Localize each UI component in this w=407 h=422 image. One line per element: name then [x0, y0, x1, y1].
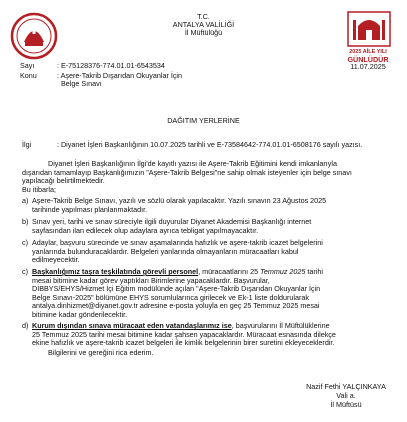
item-b-line1: Sınav yeri, tarihi ve sınav süreciyle ilgili duyurular Diyanet Akademisi Başkanlığı internet [32, 217, 312, 226]
signature-name: Nazif Fethi YALÇINKAYA [306, 382, 386, 391]
diyanet-logo [10, 12, 58, 60]
bu-itibarla: Bu itibarla; [22, 185, 56, 194]
item-c2-line1-rest: , müracaatlarını 25 [198, 267, 259, 276]
item-c-line1: Adaylar, başvuru sürecinde ve sınav aşamalarında hafızlık ve aşere-takrib icazet belgelerini [32, 238, 323, 247]
intro-line-2: dışarıdan tamamlayıp Başkanlığımızın "Aşere-Takrib Belgesi"ne sahip olmak isteyenler için belge sınavı [22, 167, 352, 177]
item-d-line3: ekine hafızlık ve aşere-takrib icazet belgeleri ile kimlik belgelerinin birer suretini ekleyeceklerdir. [32, 338, 335, 347]
closing-text: Bilgilerini ve gereğini rica ederim. [48, 348, 154, 357]
item-c2-line4: Belge Sınavı-2025" bölümüne EHYS sorumlularınca girilecek ve Ek-1 liste doldurularak [32, 292, 310, 302]
item-d-bold: Kurum dışından sınava müracaat eden vatandaşlarımız ise [32, 321, 232, 330]
item-c2-marker: c) [22, 267, 28, 276]
signature-office: İl Müftüsü [330, 400, 362, 409]
item-c-marker: c) [22, 238, 28, 247]
konu-line1: : Aşere-Takrib Dışarıdan Okuyanlar İçin [57, 71, 183, 80]
item-d-marker: d) [22, 321, 29, 330]
item-c-line2: yanlarında bulunduracaklardır. Belgeleri yanlarında olmayanların müracaatları kabul [32, 246, 299, 256]
item-a-marker: a) [22, 196, 29, 205]
intro-line-3: yapılacağı belirtilmektedir. [22, 176, 105, 185]
item-b-marker: b) [22, 217, 29, 226]
item-c2-line5: antalya.dinhizmet@diyanet.gov.tr adresine e-posta yoluyla en geç 25 Temmuz 2025 mesai [32, 301, 320, 310]
sayi-label: Sayı [20, 61, 35, 70]
item-c2-line3: DİBBYS/EHYS/Hizmet İçi Eğitim modülünde açılan "Aşere-Takrib Dışarıdan Okuyanlar İçin [32, 284, 321, 293]
gunludur-label: GÜNLÜDÜR [347, 55, 389, 64]
item-c2-line6: bitimine kadar gönderilecektir. [32, 309, 128, 319]
aile-yili-label: 2025 AİLE YILI [349, 49, 387, 55]
header-valilik: ANTALYA VALİLİĞİ [172, 20, 235, 29]
item-d-line2: 25 Temmuz 2025 tarihi mesai bitimine kadar şahsen yapacaklardır. Müracaat esnasında dilekçe [32, 329, 336, 339]
document-date: 11.07.2025 [350, 62, 386, 71]
ilgi-text: : Diyanet İşleri Başkanlığının 10.07.2025 tarihli ve E-73584642-774.01.01-6508176 sayılı yazısı. [57, 140, 363, 149]
item-b-line2: sayfasından ilan edilecek olup adaylara ayrıca tebligat yapılmayacaktır. [32, 225, 259, 235]
signature-role: Vali a. [336, 391, 356, 400]
item-c2-bold: Başkanlığımız taşra teşkilatında görevli personel [32, 267, 199, 276]
header-muftuluk: İl Müftülüğü [184, 28, 223, 37]
item-a-line1: Aşere-Takrib Belge Sınavı, yazılı ve sözlü olarak yapılacaktır. Yazılı sınavın 23 Ağustos 2025 [32, 196, 327, 205]
item-c-line3: edilmeyecektir. [32, 255, 80, 264]
item-c2-line1-date: Temmuz 2025 [260, 267, 306, 276]
document-title: DAĞITIM YERLERİNE [167, 116, 240, 125]
sayi-value: : E-75128376-774.01.01-6543534 [57, 61, 165, 70]
item-a-line2: tarihinde yapılması planlanmaktadır. [32, 204, 148, 214]
konu-line2: Belge Sınavı [61, 79, 102, 88]
item-c2-line2: mesai bitimine kadar görev yaptıkları Birimlerine yapacaklardır. Başvurular, [32, 275, 270, 285]
item-c2-line1-end: tarihi [307, 267, 323, 276]
item-d-line1-rest: , başvurularını İl Müftülüklerine [231, 321, 330, 330]
aile-yili-logo [346, 10, 392, 48]
ilgi-label: İlgi [22, 140, 32, 149]
header-tc: T.C. [197, 12, 210, 21]
konu-label: Konu [20, 71, 37, 80]
intro-line-1: Diyanet İşleri Başkanlığının İlgi'de kayıtlı yazısı ile Aşere-Takrib Eğitimini kendi imkanlarıyla [48, 159, 337, 168]
